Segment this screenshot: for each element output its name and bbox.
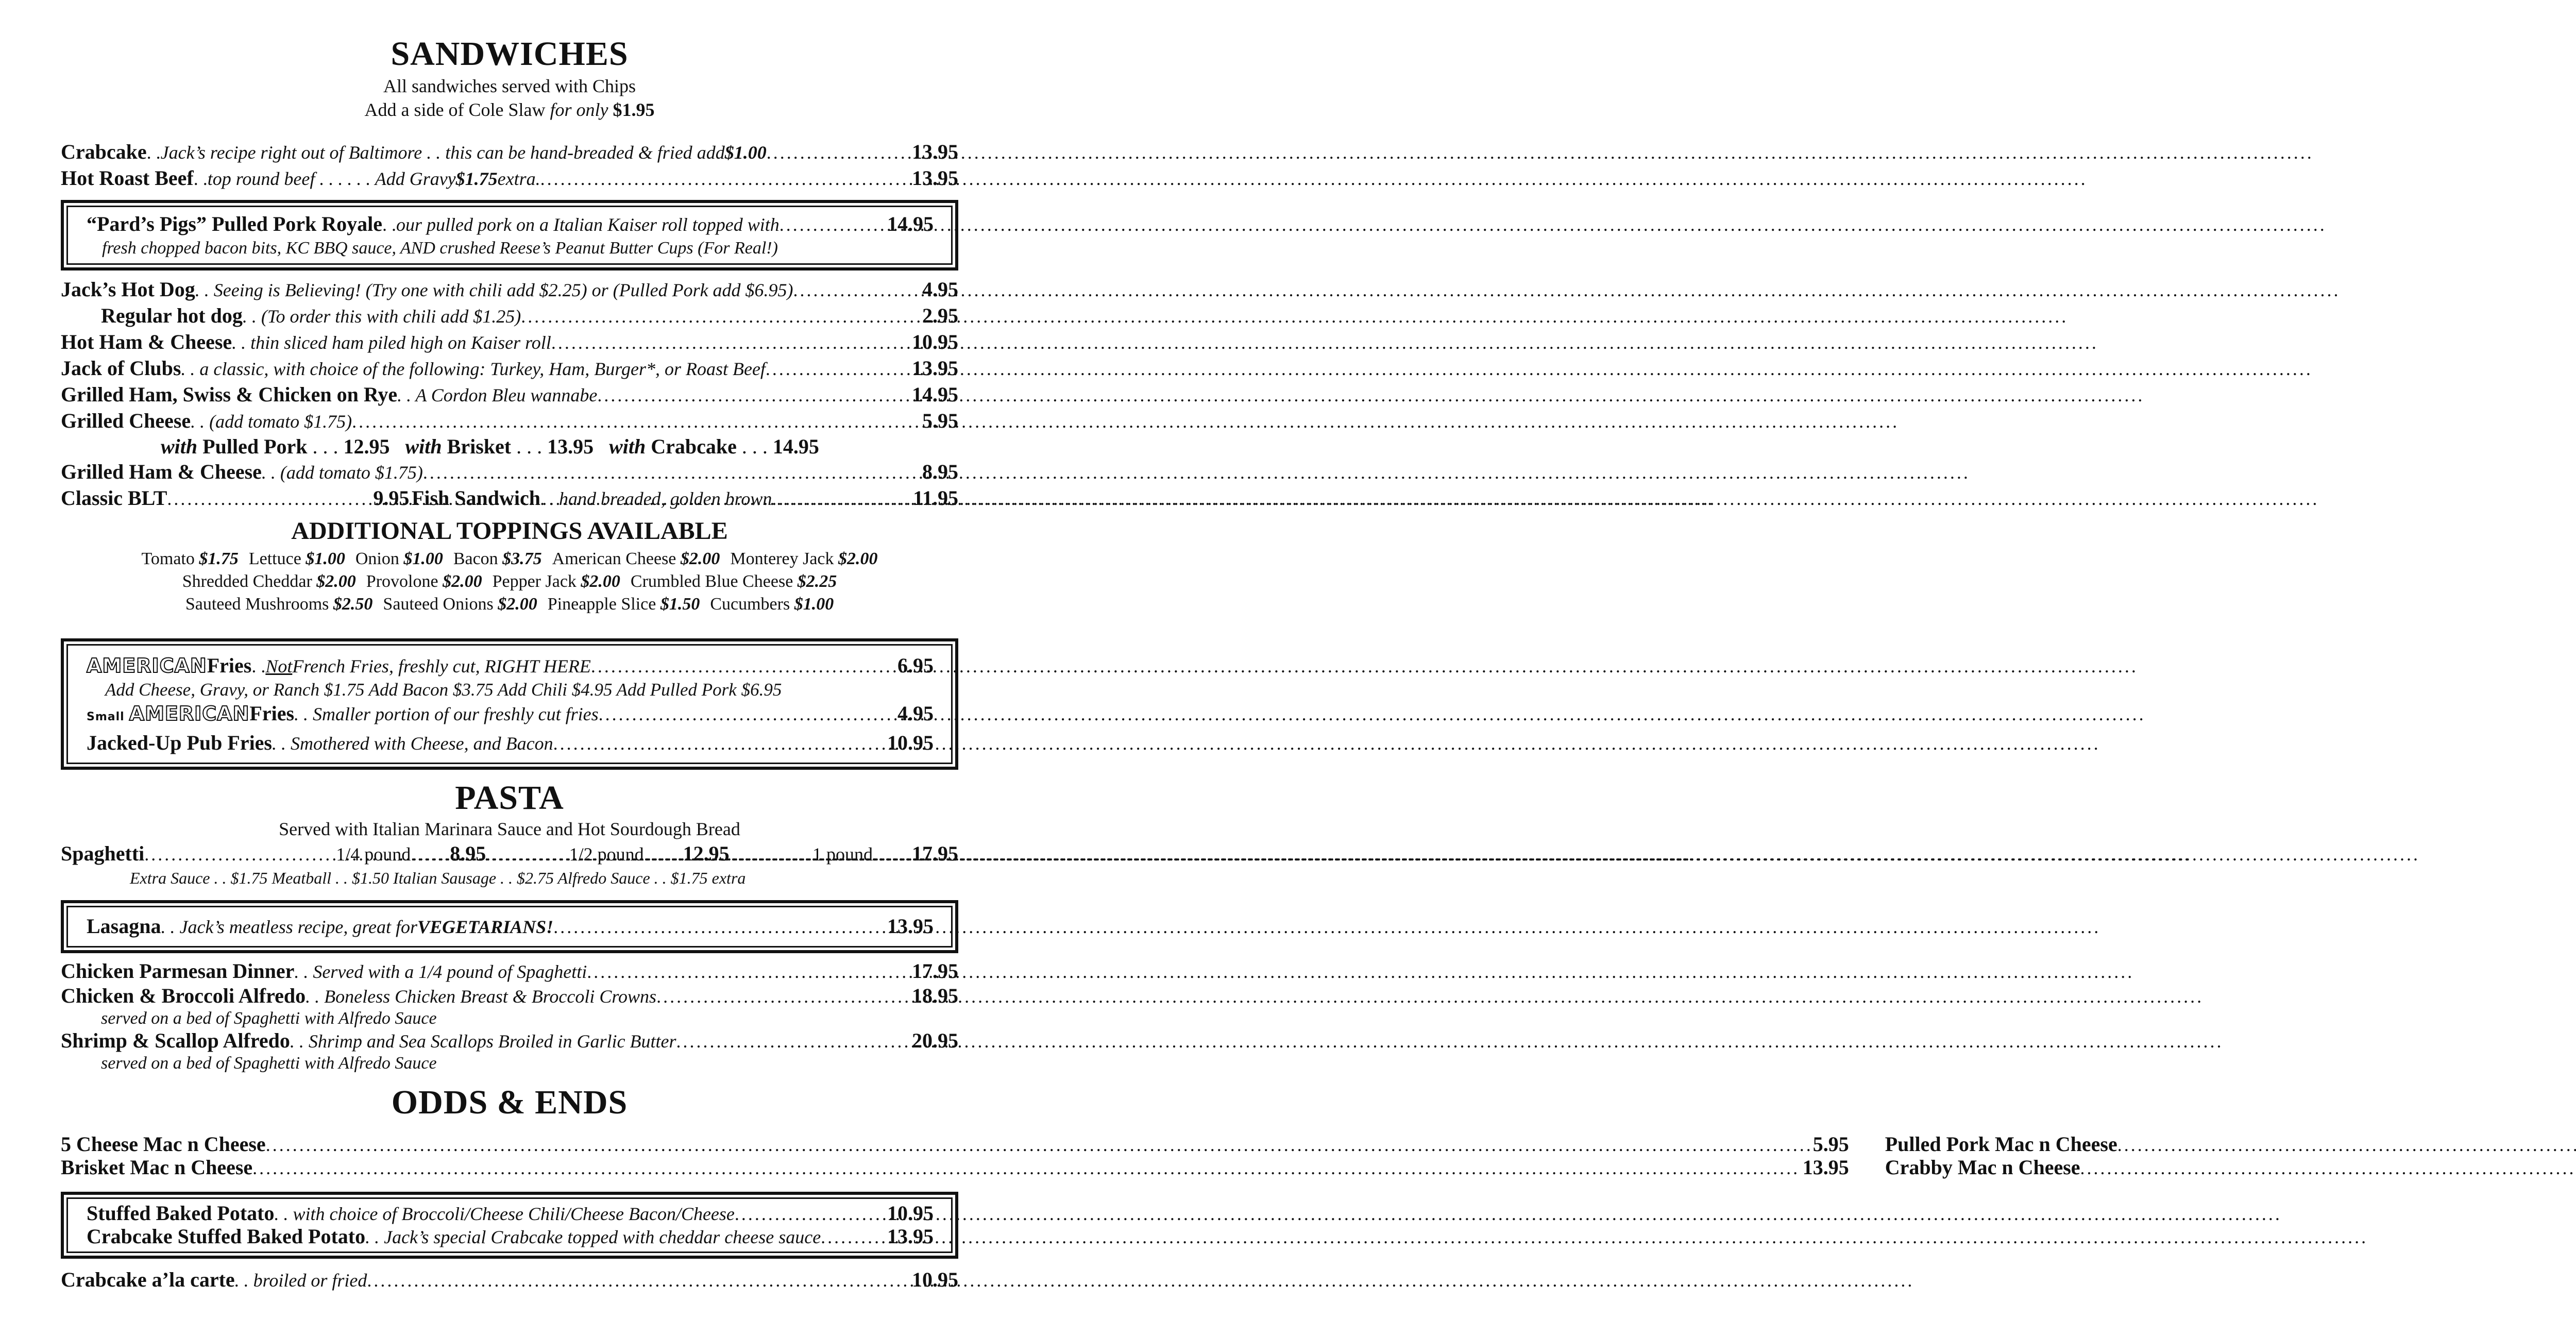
topping-name: Tomato — [141, 549, 199, 568]
menu-item-spaghetti — [61, 841, 958, 867]
dot-leader — [793, 277, 922, 303]
item-desc: . . Jack’s special Crabcake topped with cheddar cheese sauce — [365, 1227, 821, 1247]
dot-leader — [766, 356, 912, 382]
item-sep: . . — [193, 168, 208, 189]
item-desc: . . Smothered with Cheese, and Bacon — [272, 733, 553, 754]
topping-name: Lettuce — [248, 549, 306, 568]
item-name: Chicken Parmesan Dinner — [61, 959, 295, 983]
topping-name: Monterey Jack — [730, 549, 839, 568]
american-word-art: AMERICAN — [129, 701, 250, 726]
lasagna-box — [61, 900, 958, 953]
item-desc: . . thin sliced ham piled high on Kaiser roll — [232, 332, 551, 353]
topping-item — [383, 595, 537, 614]
item-price: 14.95 — [912, 383, 958, 406]
menu-item-stuffed-baked-potato — [87, 1202, 934, 1225]
menu-item-5-cheese-mac — [61, 1133, 1849, 1156]
item-name: Lasagna — [87, 915, 161, 938]
combo-brisket — [405, 435, 594, 458]
item-price: 10.95 — [887, 731, 934, 754]
grilled-cheese-combos — [61, 434, 958, 459]
item-desc: . . Served with a 1/4 pound of Spaghetti — [294, 961, 587, 982]
topping-item — [355, 549, 443, 568]
topping-name: Pepper Jack — [492, 572, 581, 591]
item-name: Regular hot dog — [101, 304, 243, 327]
fries-word: Fries — [207, 654, 252, 677]
toppings-row-3 — [61, 593, 958, 616]
pasta-list — [61, 958, 958, 1074]
dot-leader — [656, 985, 912, 1008]
dot-leader — [873, 841, 912, 867]
item-price: 13.95 — [887, 1225, 934, 1248]
potato-box — [61, 1192, 958, 1259]
topping-name: Sauteed Onions — [383, 595, 498, 614]
dot-leader — [411, 841, 450, 867]
item-name: Crabcake a’la carte — [61, 1268, 235, 1291]
topping-name: Pineapple Slice — [547, 595, 660, 614]
topping-price: $1.50 — [660, 595, 700, 614]
menu-item-crabcake — [61, 139, 958, 165]
topping-item — [631, 572, 837, 591]
dot-leader — [367, 1267, 912, 1293]
topping-price: $1.00 — [794, 595, 834, 614]
item-desc: . . (add tomato $1.75) — [261, 462, 423, 483]
small-word: Small — [87, 711, 125, 723]
pasta-header — [61, 781, 958, 841]
price-quarter: 8.95 — [450, 842, 486, 865]
topping-price: $1.00 — [403, 549, 443, 568]
topping-item — [182, 572, 356, 591]
menu-item-jacked-up-pub-fries — [87, 730, 934, 756]
menu-item-brisket-mac — [61, 1156, 1849, 1179]
dot-leader — [2080, 1157, 2576, 1179]
menu-item-shrimp-scallop-alfredo — [61, 1029, 958, 1053]
item-price: 13.95 — [1802, 1156, 1849, 1179]
menu-item-lasagna — [87, 914, 934, 940]
menu-item-grilled-ham-cheese — [61, 459, 958, 485]
combo-dots: . . . — [736, 435, 773, 458]
item-name: Jacked-Up Pub Fries — [87, 731, 272, 754]
sandwich-list-top — [61, 139, 958, 192]
item-name: Spaghetti — [61, 842, 145, 865]
dot-leader — [167, 486, 373, 512]
item-name: Crabcake Stuffed Baked Potato — [87, 1225, 366, 1248]
dot-leader — [767, 140, 912, 165]
topping-item — [185, 595, 373, 614]
item-name: Chicken & Broccoli Alfredo — [61, 984, 306, 1007]
item-price: 4.95 — [922, 278, 958, 301]
item-name: Grilled Ham & Cheese — [61, 460, 262, 483]
menu-item-pulled-pork-mac — [1885, 1133, 2576, 1156]
pasta-subtitle: Served with Italian Marinara Sauce and Hot Sourdough Bread — [279, 819, 740, 839]
topping-price: $2.00 — [316, 572, 356, 591]
sandwiches-header — [61, 37, 958, 122]
dot-leader — [676, 1030, 912, 1053]
dot-leader — [540, 166, 912, 192]
menu-item-jack-of-clubs — [61, 356, 958, 382]
portion-quarter: 1/4 pound — [336, 844, 411, 865]
topping-name: Onion — [355, 549, 404, 568]
menu-row-blt-fish — [61, 485, 958, 512]
menu-page — [61, 0, 2117, 1293]
dot-leader — [553, 914, 887, 940]
topping-name: Shredded Cheddar — [182, 572, 317, 591]
menu-item-hot-ham-cheese — [61, 329, 958, 356]
topping-price: $1.00 — [306, 549, 345, 568]
item-desc: . . Smaller portion of our freshly cut fries — [294, 704, 599, 724]
menu-item-chicken-parmesan — [61, 958, 958, 985]
item-desc: . . with choice of Broccoli/Cheese Chili/Cheese Bacon/Cheese — [274, 1204, 735, 1224]
item-desc: . . A Cordon Bleu wannabe — [397, 385, 598, 405]
item-desc-tail: extra. — [497, 168, 540, 189]
dot-leader — [551, 330, 912, 356]
topping-item — [730, 549, 877, 568]
topping-name: Crumbled Blue Cheese — [630, 572, 798, 591]
fries-box — [61, 638, 958, 770]
item-name: Crabcake — [61, 140, 147, 163]
item-desc: French Fries, freshly cut, RIGHT HERE — [292, 656, 591, 677]
item-price: 5.95 — [1812, 1132, 1849, 1156]
topping-price: $3.75 — [502, 549, 542, 568]
item-name-fish: Fish Sandwich — [411, 486, 541, 510]
odds-header — [61, 1086, 958, 1120]
item-price: 14.95 — [887, 212, 934, 235]
item-desc-line2: fresh chopped bacon bits, KC BBQ sauce, AND crushed Reese’s Peanut Butter Cups (For Real!) — [102, 239, 778, 258]
item-name-blt: Classic BLT — [61, 486, 167, 510]
combo-price: 13.95 — [547, 435, 594, 458]
item-extra-price: $1.75 — [455, 168, 498, 189]
menu-item-hot-roast-beef — [61, 165, 958, 192]
dot-leader — [423, 460, 922, 485]
item-price: 6.95 — [897, 654, 934, 677]
dot-leader — [144, 841, 336, 867]
topping-price: $2.00 — [443, 572, 482, 591]
topping-item — [552, 549, 720, 568]
item-price: 2.95 — [922, 304, 958, 327]
item-name: Pulled Pork Mac n Cheese — [1885, 1132, 2117, 1156]
topping-name: Sauteed Mushrooms — [185, 595, 333, 614]
item-desc: . . broiled or fried — [234, 1270, 367, 1291]
toppings-row-1 — [61, 548, 958, 570]
item-price: 13.95 — [887, 915, 934, 938]
item-extra-price: $1.00 — [724, 142, 767, 163]
item-name: Crabby Mac n Cheese — [1885, 1156, 2080, 1179]
toppings-row-2 — [61, 570, 958, 593]
american-word-art: AMERICAN — [87, 653, 207, 679]
item-desc: . . Shrimp and Sea Scallops Broiled in Garlic Butter — [290, 1031, 676, 1052]
odds-title: ODDS & ENDS — [391, 1084, 628, 1121]
mac-column-right — [1885, 1133, 2576, 1179]
item-price: 13.95 — [912, 357, 958, 380]
item-name: Jack’s Hot Dog — [61, 278, 195, 301]
fries-word: Fries — [249, 702, 295, 725]
dot-leader — [735, 1203, 887, 1225]
item-desc: . . Boneless Chicken Breast & Broccoli Crowns — [306, 986, 657, 1007]
item-desc: . . Jack’s meatless recipe, great for — [161, 917, 418, 937]
topping-price: $2.25 — [797, 572, 837, 591]
combo-dots: . . . — [511, 435, 548, 458]
toppings-section — [61, 519, 958, 616]
item-desc: Jack’s recipe right out of Baltimore . . this can be hand-breaded & fried add — [160, 142, 725, 163]
menu-item-grilled-cheese — [61, 408, 958, 434]
item-desc-fish: . . hand breaded, golden brown — [540, 488, 772, 509]
dot-leader — [553, 731, 887, 756]
topping-price: $2.50 — [333, 595, 373, 614]
menu-item-grilled-ham-swiss-chicken — [61, 382, 958, 408]
portion-pound: 1 pound — [812, 844, 873, 865]
cole-slaw-price: $1.95 — [613, 99, 655, 120]
item-name: Shrimp & Scallop Alfredo — [61, 1029, 290, 1052]
topping-name: Provolone — [366, 572, 443, 591]
sandwiches-title: SANDWICHES — [391, 35, 629, 73]
item-price: 13.95 — [912, 166, 958, 190]
dot-leader — [779, 212, 887, 238]
item-sep: . . — [251, 656, 266, 677]
menu-item-american-fries — [87, 653, 934, 679]
dot-leader — [2117, 1134, 2576, 1156]
sandwiches-subtitle: All sandwiches served with Chips — [383, 76, 636, 96]
combo-price: 14.95 — [772, 435, 819, 458]
item-price: 20.95 — [912, 1029, 958, 1052]
item-price: 8.95 — [922, 460, 958, 483]
item-name: Stuffed Baked Potato — [87, 1202, 275, 1225]
topping-price: $2.00 — [581, 572, 620, 591]
vegetarians-word: VEGETARIANS! — [417, 917, 554, 937]
item-price: 18.95 — [912, 984, 958, 1007]
item-name: Brisket Mac n Cheese — [61, 1156, 253, 1179]
menu-item-pulled-pork-royale — [87, 211, 934, 238]
item-price-blt: 9.95 — [373, 486, 410, 510]
item-name: “Pard’s Pigs” Pulled Pork Royale — [87, 212, 383, 235]
mac-column-left — [61, 1133, 1849, 1179]
combo-crabcake — [609, 435, 819, 458]
combo-name: Pulled Pork — [197, 435, 308, 458]
topping-item — [249, 549, 345, 568]
sandwich-list-main — [61, 277, 958, 512]
topping-item — [548, 595, 700, 614]
topping-item — [453, 549, 542, 568]
combo-name: Crabcake — [646, 435, 737, 458]
dot-leader — [821, 1226, 887, 1248]
item-sep: . . — [146, 142, 161, 163]
dot-leader — [644, 841, 683, 867]
item-desc: . . (To order this with chili add $1.25) — [242, 306, 521, 327]
combo-name: Brisket — [442, 435, 512, 458]
menu-item-jacks-hot-dog — [61, 277, 958, 303]
combo-with: with — [609, 435, 646, 458]
dot-leader — [599, 701, 897, 727]
item-price: 10.95 — [887, 1202, 934, 1225]
topping-price: $1.75 — [199, 549, 239, 568]
menu-item-regular-hot-dog — [61, 303, 958, 329]
dot-leader — [597, 382, 912, 408]
topping-item — [366, 572, 482, 591]
topping-price: $2.00 — [498, 595, 537, 614]
item-name: Grilled Cheese — [61, 409, 191, 432]
featured-box-pulled-pork — [61, 200, 958, 270]
topping-name: Bacon — [453, 549, 503, 568]
item-name: 5 Cheese Mac n Cheese — [61, 1132, 266, 1156]
item-note: served on a bed of Spaghetti with Alfredo Sauce — [101, 1009, 437, 1028]
topping-item — [710, 595, 834, 614]
combo-price: 12.95 — [343, 435, 390, 458]
item-price: 17.95 — [912, 959, 958, 983]
cole-slaw-text: Add a side of Cole Slaw — [364, 99, 550, 120]
combo-with: with — [161, 435, 198, 458]
mac-n-cheese-columns — [61, 1132, 2117, 1179]
dot-leader — [352, 409, 922, 434]
item-sep: . . — [382, 214, 397, 235]
item-name: Hot Roast Beef — [61, 166, 194, 190]
combo-dots: . . . — [307, 435, 344, 458]
item-desc: . . Seeing is Believing! (Try one with chili add $2.25) or (Pulled Pork add $6.95) — [195, 280, 793, 300]
dot-leader — [252, 1157, 1803, 1179]
item-price: 10.95 — [912, 1268, 958, 1291]
toppings-title: ADDITIONAL TOPPINGS AVAILABLE — [291, 517, 728, 545]
dot-leader — [587, 959, 912, 985]
menu-item-chicken-broccoli-alfredo — [61, 985, 958, 1008]
dot-leader — [772, 486, 913, 512]
item-desc: top round beef . . . . . . Add Gravy — [207, 168, 456, 189]
topping-price: $2.00 — [838, 549, 878, 568]
topping-name: American Cheese — [552, 549, 681, 568]
price-half: 12.95 — [683, 842, 730, 865]
combo-pulled-pork — [161, 435, 390, 458]
dot-leader — [266, 1134, 1813, 1156]
item-desc: . . (add tomato $1.75) — [191, 411, 352, 432]
item-desc: . . a classic, with choice of the following: Turkey, Ham, Burger*, or Roast Beef — [181, 359, 766, 379]
item-price: 13.95 — [912, 140, 958, 163]
item-price-fish: 11.95 — [913, 486, 958, 510]
dot-leader — [521, 303, 922, 329]
item-name: Jack of Clubs — [61, 357, 181, 380]
not-word: Not — [265, 656, 293, 677]
item-price: 5.95 — [922, 409, 958, 432]
dot-leader — [591, 653, 897, 679]
menu-item-crabcake-stuffed-potato — [87, 1225, 934, 1248]
fries-addons: Add Cheese, Gravy, or Ranch $1.75 Add Bacon $3.75 Add Chili $4.95 Add Pulled Pork $6.95 — [105, 680, 782, 700]
item-price: 10.95 — [912, 330, 958, 353]
item-desc: our pulled pork on a Italian Kaiser roll topped with — [396, 214, 779, 235]
topping-item — [493, 572, 620, 591]
portion-half: 1/2 pound — [569, 844, 644, 865]
topping-item — [141, 549, 238, 568]
price-pound: 17.95 — [912, 842, 958, 865]
topping-price: $2.00 — [680, 549, 720, 568]
menu-item-crabby-mac — [1885, 1156, 2576, 1179]
item-note: served on a bed of Spaghetti with Alfredo Sauce — [101, 1054, 437, 1073]
menu-item-crabcake-a-la-carte — [61, 1267, 958, 1293]
pasta-title: PASTA — [455, 779, 564, 817]
menu-item-small-american-fries — [87, 701, 934, 730]
item-price: 4.95 — [897, 702, 934, 725]
cole-slaw-for-only: for only — [550, 99, 608, 120]
pasta-extras: Extra Sauce . . $1.75 Meatball . . $1.50 Italian Sausage . . $2.75 Alfredo Sauce . . $1.75 extra — [130, 869, 746, 887]
topping-name: Cucumbers — [710, 595, 794, 614]
combo-with: with — [405, 435, 442, 458]
cole-slaw-note — [61, 98, 958, 122]
item-name: Hot Ham & Cheese — [61, 330, 232, 353]
item-name: Grilled Ham, Swiss & Chicken on Rye — [61, 383, 398, 406]
